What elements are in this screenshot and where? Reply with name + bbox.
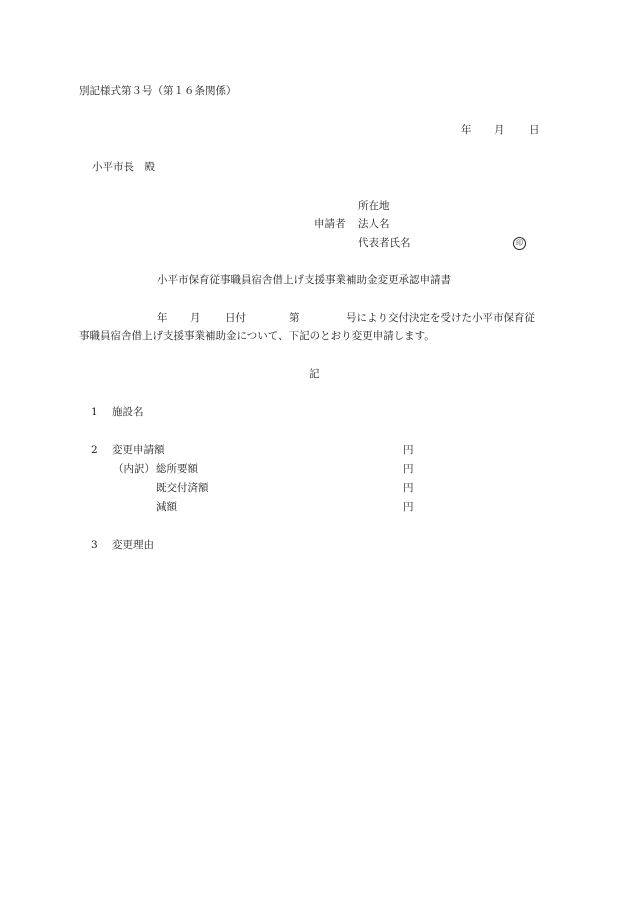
breakdown-row-label: 減額	[156, 501, 177, 513]
item-1-label: 施設名	[112, 406, 144, 418]
breakdown-row-unit: 円	[403, 463, 414, 475]
date-day: 日	[529, 124, 540, 136]
document-title: 小平市保育従事職員宿舎借上げ支援事業補助金変更承認申請書	[157, 274, 451, 286]
body-number-prefix: 第	[289, 312, 300, 324]
item-2-unit: 円	[403, 444, 414, 456]
item-2-number: 2	[91, 444, 98, 456]
body-line1-tail: 号により交付決定を受けた小平市保育従	[346, 312, 535, 324]
breakdown-row-label: 既交付済額	[156, 482, 209, 494]
item-3-label: 変更理由	[112, 539, 154, 551]
corporation-name-label: 法人名	[358, 218, 390, 230]
item-3-number: 3	[91, 539, 98, 551]
body-line2: 事職員宿舎借上げ支援事業補助金について、下記のとおり変更申請します。	[79, 330, 435, 342]
body-year: 年	[157, 312, 168, 324]
addressee: 小平市長 殿	[92, 161, 155, 173]
body-date: 日付	[225, 312, 246, 324]
breakdown-row-unit: 円	[403, 482, 414, 494]
ki-heading: 記	[309, 368, 320, 380]
applicant-role-label: 申請者	[314, 218, 346, 230]
seal-mark: 印	[513, 237, 526, 250]
item-2-label: 変更申請額	[112, 444, 165, 456]
breakdown-label: （内訳）	[113, 463, 155, 475]
address-label: 所在地	[358, 200, 390, 212]
body-month: 月	[190, 312, 201, 324]
date-month: 月	[494, 124, 505, 136]
breakdown-row-unit: 円	[403, 501, 414, 513]
breakdown-row-label: 総所要額	[156, 463, 198, 475]
representative-name-label: 代表者氏名	[358, 237, 411, 249]
item-1-number: 1	[91, 406, 98, 418]
form-number-label: 別記様式第３号（第１６条関係）	[79, 85, 237, 97]
date-year: 年	[461, 124, 472, 136]
